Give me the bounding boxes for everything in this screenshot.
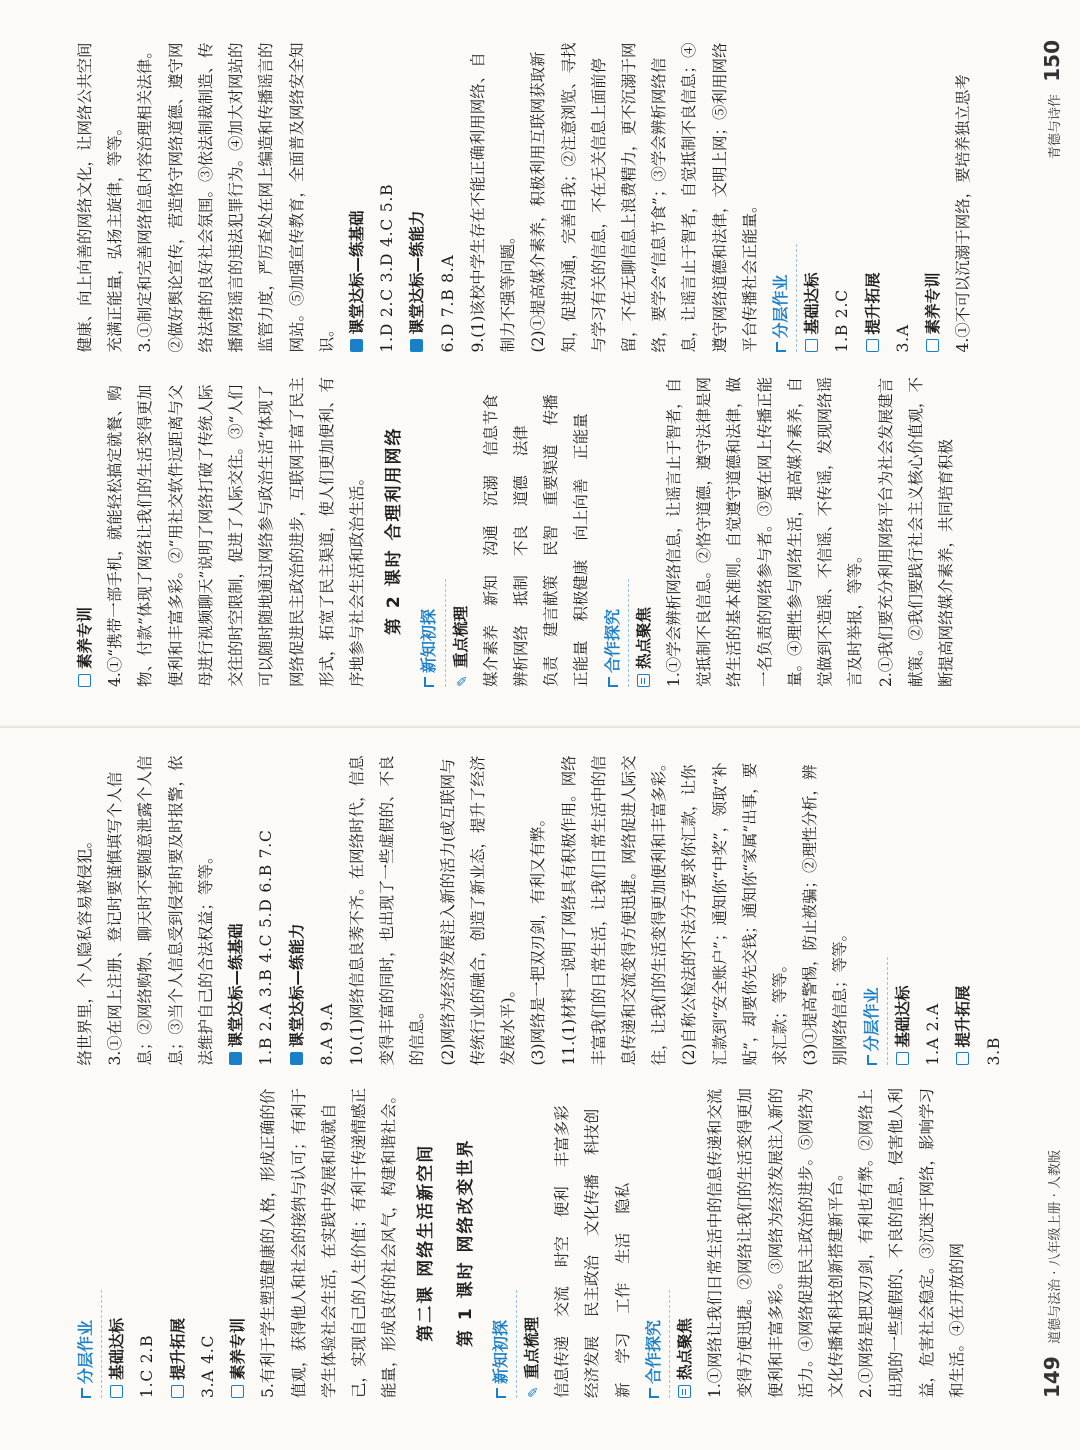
section-tag-label [765, 244, 797, 352]
answer-key-line [433, 40, 463, 353]
box-icon [110, 1385, 123, 1398]
keyword-line [566, 375, 596, 688]
document-icon [637, 674, 650, 687]
answer-key-text: 1.D 2.C 3.D 4.C 5.B [378, 183, 397, 353]
footer-text: 道德与法治 · 八年级上册 · 人教版 [1048, 1150, 1063, 1344]
lesson-title [378, 375, 411, 688]
lesson-title [450, 1088, 483, 1399]
corner-mark-icon [496, 1388, 506, 1398]
keyword-text: 负责 建言献策 民智 重要渠道 传播 [542, 394, 561, 687]
corner-mark-icon [867, 1056, 877, 1066]
section-tag-label [597, 579, 629, 687]
left-page-footer [1040, 1150, 1064, 1398]
paragraph-text: 健康、向上向善的网络文化，让网络公共空间充满正能量，弘扬主旋律，等等。 [76, 42, 125, 353]
box-icon [926, 340, 939, 353]
subsection-heading-text: 课堂达标—练能力 [408, 210, 427, 335]
subsection-heading [517, 1088, 547, 1399]
keyword-line [476, 375, 506, 688]
section-tag [597, 375, 629, 688]
subsection-heading [221, 755, 251, 1066]
paragraph-text: 4.①“携带一部手机，就能轻松搞定就餐、购物、付款”体现了网络让我们的生活变得更加便利和丰富多彩。②“用社交软件远距离与父母进行视频聊天”说明了网络打破了传统人际交往的时空限制，促进了人际交往。③“人们可以随时随地通过网络参与政治生活”体现了网络促进民主政治的进步，互联网丰富了民主形式，拓宽了民主渠道，使人们更加便利、有序地参与社会生活和政治生活。 [106, 376, 366, 687]
paragraph-text: (2)网络为经济发展注入新的活力(或互联网与传统行业的融合，创造了新业态，提升了经济发展水平)。 [438, 755, 518, 1066]
page-number: 150 [1040, 40, 1064, 82]
subsection-heading [282, 755, 312, 1066]
paragraph-text: 3.①在网上注册、登记时要谨慎填写个人信息；②网络购物、聊天时不要随意泄露个人信息；③当个人信息受到侵害时要及时报警，依法维护自己的合法权益；等等。 [106, 755, 215, 1066]
subsection-heading-text: 提升拓展 [954, 985, 973, 1048]
subsection-heading [446, 375, 476, 688]
subsection-heading-text: 热点聚焦 [634, 606, 653, 669]
section-tag [70, 1088, 102, 1399]
lesson-title-text: 第 2 课时 合理利用网络 [384, 426, 405, 636]
subsection-heading [629, 375, 659, 688]
subsection-heading [948, 755, 978, 1066]
subsection-heading-text: 基础达标 [108, 1317, 127, 1380]
section-tag [485, 1088, 517, 1399]
answer-paragraph [523, 40, 765, 353]
section-tag [856, 755, 888, 1066]
subsection-heading-text: 课堂达标—练基础 [227, 923, 246, 1048]
subsection-heading [223, 1088, 253, 1399]
paragraph-text: 1.①网络让我们日常生活中的信息传递和交流变得方便迅捷。②网络让我们的生活变得更加便利和丰富多彩。③网络为经济发展注入新的活力。④网络促进民主政治的进步。⑤网络为文化传播和科技创新搭建新平台。 [706, 1087, 845, 1398]
answer-key-text: 1.B 2.A 3.B 4.C 5.D 6.B 7.C [257, 829, 276, 1066]
lesson-title-text: 第二课 网络生活新空间 [416, 1143, 437, 1342]
answer-key-text: 1.C 2.B [138, 1334, 157, 1398]
answer-paragraph [674, 755, 795, 1066]
answer-paragraph [342, 755, 433, 1066]
answer-paragraph [795, 755, 855, 1066]
section-tag-label [70, 1290, 102, 1398]
subsection-heading-text: 素养专训 [924, 272, 943, 335]
subsection-heading-text: 提升拓展 [863, 272, 882, 335]
page-number: 149 [1040, 1356, 1064, 1398]
answer-paragraph [100, 755, 221, 1066]
pencil-icon [525, 1384, 538, 1398]
section-tag-text: 合作探究 [602, 608, 622, 673]
answer-paragraph [659, 375, 871, 688]
answer-paragraph [523, 755, 553, 1066]
keyword-line [506, 375, 536, 688]
section-tag-label [638, 1290, 670, 1398]
paragraph-text: 9.(1)该校中学生存在不能正确利用网络、自制力不强等问题。 [468, 52, 518, 353]
corner-mark-icon [649, 1388, 659, 1398]
lesson-title [410, 1088, 443, 1399]
subsection-heading [402, 40, 432, 353]
keyword-line [547, 1088, 577, 1399]
answer-paragraph [253, 1088, 404, 1399]
right-page-column-1 [70, 375, 1030, 688]
lesson-title-text: 第 1 课时 网络改变世界 [455, 1138, 476, 1348]
keyword-text: 信息传递 交流 时空 便利 丰富多彩 [553, 1105, 572, 1398]
answer-key-text: 1.A 2.A [924, 1003, 943, 1066]
subsection-heading [797, 40, 827, 353]
subsection-heading-text: 课堂达标—练基础 [347, 210, 366, 335]
keyword-line [536, 375, 566, 688]
subsection-heading [918, 40, 948, 353]
box-icon [956, 1053, 969, 1066]
corner-mark-icon [81, 1388, 91, 1398]
answer-paragraph [851, 1088, 972, 1399]
paragraph-text: 10.(1)网络信息良莠不齐。在网络时代，信息变得丰富的同时，也出现了一些虚假的、不良的信息。 [347, 755, 427, 1066]
paragraph-text: 5.有利于学生塑造健康的人格，形成正确的价值观，获得他人和社会的接纳与认可；有利于学生体验社会生活，在实践中发展和成就自己，实现自己的人生价值；有利于传递情感正能量，形成良好的社会风气，构建和谐社会。 [259, 1087, 399, 1398]
answer-key-line [312, 755, 342, 1066]
corner-mark-icon [424, 677, 434, 687]
section-tag [413, 375, 445, 688]
paragraph-text: 11.(1)材料一说明了网络具有积极作用。网络丰富我们的日常生活，让我们日常生活中的信息传递和交流变得方便迅捷。网络促进人际交往，让我们的生活变得更加便利和丰富多彩。 [559, 755, 669, 1066]
answer-paragraph [70, 40, 130, 353]
section-tag-text: 分层作业 [76, 1319, 95, 1384]
paragraph-text: 络世界里，个人隐私容易被侵犯。 [76, 832, 94, 1066]
section-tag-label [856, 957, 888, 1065]
box-icon [231, 1385, 244, 1398]
paragraph-text: 2.①网络是把双刃剑，有利也有弊。②网络上出现的一些虚假的、不良的信息，侵害他人利益，危害社会稳定。③沉迷于网络，影响学习和生活。④在开放的网 [857, 1087, 966, 1398]
subsection-heading [670, 1088, 700, 1399]
left-page [0, 725, 1080, 1450]
answer-key-line [918, 755, 948, 1066]
answer-paragraph [463, 40, 523, 353]
answer-key-text: 8.A 9.A [317, 1003, 336, 1066]
answer-key-line [132, 1088, 162, 1399]
subsection-heading-text: 基础达标 [803, 272, 822, 335]
answer-paragraph [948, 40, 978, 353]
keyword-text: 辨析网络 抵制 不良 道德 法律 [511, 425, 530, 687]
answer-paragraph [433, 755, 524, 1066]
subsection-heading-text: 素养专训 [76, 606, 94, 669]
subsection-heading-text: 课堂达标—练能力 [287, 923, 306, 1048]
answer-key-text: 6.D 7.B 8.A [438, 254, 457, 353]
section-tag-text: 新知初探 [490, 1319, 510, 1384]
section-tag-text: 分层作业 [771, 274, 791, 339]
subsection-heading [342, 40, 372, 353]
box-icon [290, 1053, 303, 1066]
paragraph-text: 1.①学会辨析网络信息，让谣言止于智者，自觉抵制不良信息。②恪守道德，遵守法律是网络生活的基本准则。自觉遵守道德和法律，做一名负责的网络参与者。③要在网上传播正能量。④理性参与网络生活，提高媒介素养，自觉做到不造谣、不信谣、不传谣，发现网络谣言及时举报，等等。 [665, 376, 865, 687]
subsection-heading-text: 提升拓展 [168, 1317, 187, 1380]
subsection-heading-text: 素养专训 [229, 1317, 248, 1380]
answer-key-line [979, 755, 1009, 1066]
answer-key-text: 1.B 2.C [833, 289, 852, 353]
section-tag-text: 合作探究 [643, 1319, 663, 1384]
left-page-column-2 [70, 755, 1030, 1066]
pencil-icon [454, 673, 467, 687]
paragraph-text: 2.①我们要充分利用网络平台为社会发展建言献策。②我们要践行社会主义核心价值观，不断提高网络媒介素养，共同培育积极 [876, 376, 955, 687]
box-icon [171, 1385, 184, 1398]
section-tag [638, 1088, 670, 1399]
keyword-line [608, 1088, 638, 1399]
left-page-column-1 [70, 1088, 1030, 1399]
section-tag-text: 新知初探 [419, 608, 439, 673]
keyword-text: 正能量 积极健康 向上向善 正能量 [572, 413, 591, 687]
keyword-line [577, 1088, 607, 1399]
paragraph-text: (2)①提高媒介素养，积极利用互联网获取新知，促进沟通，完善自我；②注意浏览、寻找与学习有关的信息，不在无关信息上面前停留，不在无聊信息上浪费精力，更不沉溺于网络，要学会“信息节食”；③学会辨析网络信息，让谣言止于智者，自觉抵制不良信息；④遵守网络道德和法律，文明上网；⑤利用网络平台传播社会正能量。 [529, 42, 759, 353]
paragraph-text: (2)自称公检法的不法分子要求你汇款，让你汇款到“安全账户”；通知你“中奖”，领取“补贴”，却要你先交钱；通知你“家属”出事，要求汇款；等等。 [680, 762, 790, 1066]
box-icon [229, 1053, 242, 1066]
box-icon [78, 674, 91, 687]
keyword-text: 新 学习 工作 生活 隐私 [613, 1182, 632, 1398]
keyword-text: 经济发展 民主政治 文化传播 科技创 [583, 1108, 602, 1398]
answer-paragraph [70, 755, 100, 1066]
corner-mark-icon [608, 677, 618, 687]
document-icon [678, 1385, 691, 1398]
paragraph-text: 3.①制定和完善网络信息内容治理相关法律。②做好舆论宣传，营造恪守网络道德、遵守网络法律的良好社会氛围。③依法制裁制造、传播网络谣言的违法犯罪行为。④加大对网站的监管力度，严厉查处在网上编造和传播谣言的网站。⑤加强宣传教育，全面普及网络安全知识。 [136, 42, 336, 353]
corner-mark-icon [776, 343, 786, 353]
answer-paragraph [871, 375, 962, 688]
subsection-heading-text: 重点梳理 [451, 605, 470, 668]
section-tag-label [485, 1290, 517, 1398]
answer-paragraph [100, 375, 372, 688]
answer-key-text: 3.A 4.C [198, 1334, 217, 1398]
box-icon [350, 340, 363, 353]
section-tag [765, 40, 797, 353]
answer-key-text: 3.B [984, 1036, 1003, 1066]
answer-key-line [193, 1088, 223, 1399]
paragraph-text: (3)网络是一把双刃剑，有利又有弊。 [529, 811, 548, 1066]
paragraph-text: 4.①不可以沉溺于网络，要培养独立思考 [954, 74, 973, 353]
answer-paragraph [130, 40, 342, 353]
subsection-heading [102, 1088, 132, 1399]
section-tag-label [413, 579, 445, 687]
answer-key-line [827, 40, 857, 353]
box-icon [805, 340, 818, 353]
box-icon [896, 1053, 909, 1066]
subsection-heading-text: 基础达标 [893, 985, 912, 1048]
answer-key-line [251, 755, 281, 1066]
footer-text: 青德与诗作 [1048, 94, 1063, 160]
answer-key-line [372, 40, 402, 353]
paragraph-text: (3)①提高警惕，防止被骗；②理性分析，辨别网络信息；等等。 [801, 764, 850, 1066]
right-page-column-2 [70, 40, 1030, 353]
subsection-heading [888, 755, 918, 1066]
keyword-text: 媒介素养 新知 沟通 沉溺 信息节食 [481, 394, 500, 687]
subsection-heading [163, 1088, 193, 1399]
box-icon [866, 340, 879, 353]
subsection-heading [70, 375, 100, 688]
right-page-footer [1040, 40, 1064, 159]
answer-key-line [888, 40, 918, 353]
answer-key-text: 3.A [893, 324, 912, 353]
answer-paragraph [700, 1088, 851, 1399]
section-tag-text: 分层作业 [861, 987, 881, 1052]
subsection-heading [858, 40, 888, 353]
answer-paragraph [554, 755, 675, 1066]
box-icon [410, 340, 423, 353]
subsection-heading-text: 重点梳理 [522, 1316, 541, 1379]
subsection-heading-text: 热点聚焦 [675, 1317, 694, 1380]
